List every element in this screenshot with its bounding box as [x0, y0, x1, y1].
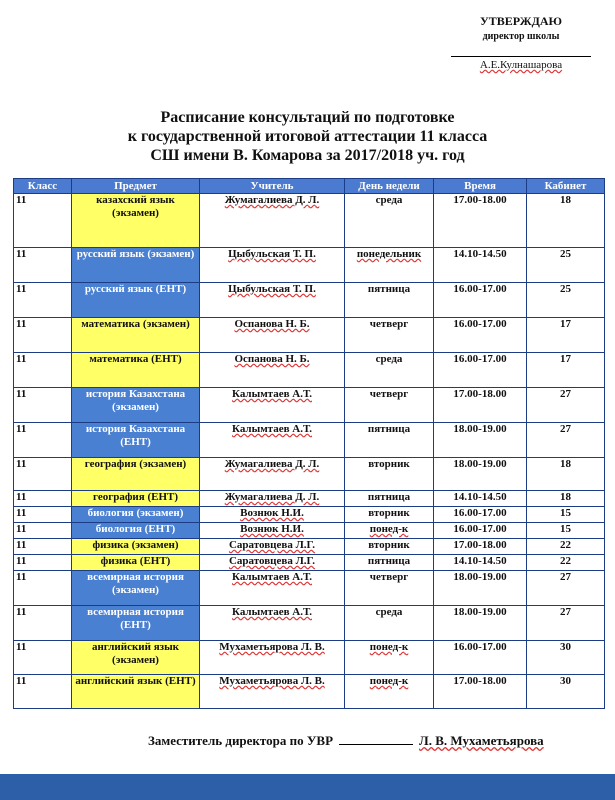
class-cell: 11: [14, 641, 72, 675]
time-cell: 18.00-19.00: [434, 423, 527, 458]
time-cell: 17.00-18.00: [434, 539, 527, 555]
time-cell: 18.00-19.00: [434, 571, 527, 606]
header-class: Класс: [14, 179, 72, 194]
table-row: [14, 353, 605, 388]
class-cell: 11: [14, 539, 72, 555]
room-cell: 17: [527, 318, 605, 353]
table-row: [14, 458, 605, 491]
table-row: [14, 248, 605, 283]
teacher-cell: Саратовцева Л.Г.: [200, 555, 345, 571]
table-row: [14, 423, 605, 458]
day-cell: пятница: [345, 283, 434, 318]
day-cell: среда: [345, 606, 434, 641]
room-cell: 15: [527, 523, 605, 539]
room-cell: 22: [527, 555, 605, 571]
header-teacher: Учитель: [200, 179, 345, 194]
room-cell: 30: [527, 675, 605, 709]
header-day: День недели: [345, 179, 434, 194]
table-header-row: [14, 179, 605, 194]
table-row: [14, 523, 605, 539]
class-cell: 11: [14, 353, 72, 388]
day-cell: пятница: [345, 555, 434, 571]
subject-cell: казахский язык (экзамен): [72, 194, 200, 248]
approval-signature: А.Е.Кулнашарова: [451, 56, 591, 71]
teacher-cell: Жумагалиева Д. Л.: [200, 491, 345, 507]
day-cell: четверг: [345, 388, 434, 423]
class-cell: 11: [14, 388, 72, 423]
table-row: [14, 675, 605, 709]
time-cell: 16.00-17.00: [434, 318, 527, 353]
class-cell: 11: [14, 571, 72, 606]
subject-cell: история Казахстана (ЕНТ): [72, 423, 200, 458]
room-cell: 27: [527, 606, 605, 641]
teacher-cell: Мухаметьярова Л. В.: [200, 675, 345, 709]
day-cell: пятница: [345, 423, 434, 458]
table-row: [14, 388, 605, 423]
day-cell: понед-к: [345, 675, 434, 709]
table-row: [14, 606, 605, 641]
subject-cell: всемирная история (ЕНТ): [72, 606, 200, 641]
class-cell: 11: [14, 555, 72, 571]
title-line-1: Расписание консультаций по подготовке: [160, 109, 455, 126]
day-cell: вторник: [345, 539, 434, 555]
subject-cell: английский язык (ЕНТ): [72, 675, 200, 709]
class-cell: 11: [14, 675, 72, 709]
time-cell: 18.00-19.00: [434, 458, 527, 491]
table-row: [14, 318, 605, 353]
time-cell: 17.00-18.00: [434, 388, 527, 423]
signature-line: [339, 744, 413, 745]
table-row: [14, 555, 605, 571]
day-cell: четверг: [345, 318, 434, 353]
room-cell: 27: [527, 571, 605, 606]
table-row: [14, 539, 605, 555]
day-cell: понед-к: [345, 523, 434, 539]
footer-signature: [148, 733, 544, 749]
room-cell: 25: [527, 248, 605, 283]
class-cell: 11: [14, 491, 72, 507]
subject-cell: биология (экзамен): [72, 507, 200, 523]
teacher-cell: Калымтаев А.Т.: [200, 423, 345, 458]
time-cell: 14.10-14.50: [434, 248, 527, 283]
document-title: [0, 108, 615, 165]
teacher-cell: Вознюк Н.И.: [200, 507, 345, 523]
teacher-cell: Оспанова Н. Б.: [200, 318, 345, 353]
subject-cell: математика (ЕНТ): [72, 353, 200, 388]
teacher-cell: Мухаметьярова Л. В.: [200, 641, 345, 675]
teacher-cell: Оспанова Н. Б.: [200, 353, 345, 388]
header-subject: Предмет: [72, 179, 200, 194]
time-cell: 17.00-18.00: [434, 194, 527, 248]
class-cell: 11: [14, 606, 72, 641]
subject-cell: география (ЕНТ): [72, 491, 200, 507]
class-cell: 11: [14, 423, 72, 458]
room-cell: 18: [527, 194, 605, 248]
header-time: Время: [434, 179, 527, 194]
table-row: [14, 283, 605, 318]
day-cell: вторник: [345, 507, 434, 523]
teacher-cell: Цыбульская Т. П.: [200, 283, 345, 318]
class-cell: 11: [14, 248, 72, 283]
day-cell: среда: [345, 194, 434, 248]
room-cell: 18: [527, 491, 605, 507]
time-cell: 18.00-19.00: [434, 606, 527, 641]
subject-cell: всемирная история (экзамен): [72, 571, 200, 606]
teacher-cell: Калымтаев А.Т.: [200, 388, 345, 423]
teacher-cell: Калымтаев А.Т.: [200, 606, 345, 641]
room-cell: 22: [527, 539, 605, 555]
approval-role: директор школы: [482, 31, 560, 42]
subject-cell: физика (экзамен): [72, 539, 200, 555]
teacher-cell: Цыбульская Т. П.: [200, 248, 345, 283]
teacher-cell: Жумагалиева Д. Л.: [200, 194, 345, 248]
footer-name: Л. В. Мухаметьярова: [419, 733, 544, 748]
approval-block: [451, 14, 591, 71]
time-cell: 16.00-17.00: [434, 283, 527, 318]
room-cell: 15: [527, 507, 605, 523]
class-cell: 11: [14, 194, 72, 248]
room-cell: 17: [527, 353, 605, 388]
class-cell: 11: [14, 458, 72, 491]
bottom-bar: [0, 774, 615, 800]
table-row: [14, 571, 605, 606]
teacher-cell: Вознюк Н.И.: [200, 523, 345, 539]
title-line-2: к государственной итоговой аттестации 11 класса: [127, 128, 488, 145]
class-cell: 11: [14, 507, 72, 523]
class-cell: 11: [14, 283, 72, 318]
day-cell: вторник: [345, 458, 434, 491]
table-row: [14, 194, 605, 248]
day-cell: четверг: [345, 571, 434, 606]
subject-cell: русский язык (экзамен): [72, 248, 200, 283]
subject-cell: история Казахстана (экзамен): [72, 388, 200, 423]
class-cell: 11: [14, 523, 72, 539]
teacher-cell: Жумагалиева Д. Л.: [200, 458, 345, 491]
table-row: [14, 507, 605, 523]
subject-cell: английский язык (экзамен): [72, 641, 200, 675]
day-cell: пятница: [345, 491, 434, 507]
table-row: [14, 491, 605, 507]
header-room: Кабинет: [527, 179, 605, 194]
time-cell: 17.00-18.00: [434, 675, 527, 709]
room-cell: 30: [527, 641, 605, 675]
time-cell: 16.00-17.00: [434, 641, 527, 675]
time-cell: 16.00-17.00: [434, 507, 527, 523]
day-cell: среда: [345, 353, 434, 388]
room-cell: 27: [527, 423, 605, 458]
subject-cell: математика (экзамен): [72, 318, 200, 353]
subject-cell: физика (ЕНТ): [72, 555, 200, 571]
day-cell: понед-к: [345, 641, 434, 675]
room-cell: 18: [527, 458, 605, 491]
subject-cell: русский язык (ЕНТ): [72, 283, 200, 318]
room-cell: 27: [527, 388, 605, 423]
subject-cell: география (экзамен): [72, 458, 200, 491]
time-cell: 14.10-14.50: [434, 555, 527, 571]
time-cell: 14.10-14.50: [434, 491, 527, 507]
footer-role: Заместитель директора по УВР: [148, 733, 334, 748]
approval-heading: УТВЕРЖДАЮ: [479, 14, 563, 28]
room-cell: 25: [527, 283, 605, 318]
class-cell: 11: [14, 318, 72, 353]
subject-cell: биология (ЕНТ): [72, 523, 200, 539]
time-cell: 16.00-17.00: [434, 523, 527, 539]
teacher-cell: Калымтаев А.Т.: [200, 571, 345, 606]
table-row: [14, 641, 605, 675]
time-cell: 16.00-17.00: [434, 353, 527, 388]
day-cell: понедельник: [345, 248, 434, 283]
title-line-3: СШ имени В. Комарова за 2017/2018 уч. год: [150, 147, 465, 164]
teacher-cell: Саратовцева Л.Г.: [200, 539, 345, 555]
schedule-table: [13, 178, 605, 709]
